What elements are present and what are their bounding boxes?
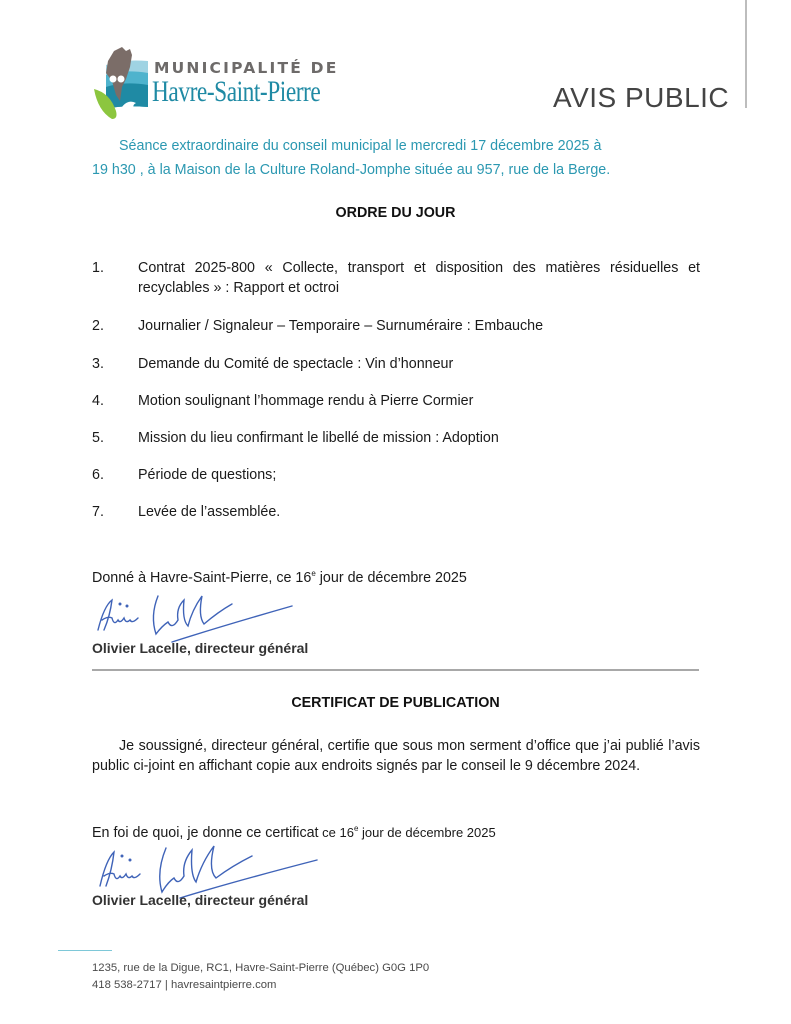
foi-mid: ce 16	[318, 825, 354, 840]
agenda-item-number: 1.	[92, 260, 104, 276]
agenda-item-number: 3.	[92, 356, 104, 372]
logo-municipality-label: MUNICIPALITÉ DE	[154, 59, 339, 77]
signatory-name-2: Olivier Lacelle, directeur général	[92, 892, 309, 908]
given-ordinal: e	[311, 569, 316, 579]
agenda-item-text: Levée de l’assemblée.	[138, 504, 281, 520]
certificate-title: CERTIFICAT DE PUBLICATION	[291, 695, 500, 711]
agenda-item-text: Période de questions;	[138, 467, 277, 483]
foi-ordinal: e	[353, 824, 359, 834]
given-suffix: jour de décembre 2025	[315, 570, 467, 586]
agenda-item	[92, 316, 700, 336]
agenda-item	[92, 428, 700, 448]
footer-contact	[92, 960, 429, 994]
agenda-item-number: 4.	[92, 393, 104, 409]
agenda-item-number: 2.	[92, 318, 104, 334]
foi-suffix: jour de décembre 2025	[358, 825, 496, 840]
footer-accent-rule	[58, 950, 112, 951]
meeting-intro	[92, 134, 700, 182]
municipality-logo	[92, 45, 347, 120]
agenda-item-number: 7.	[92, 504, 104, 520]
municipal-emblem-icon	[92, 45, 150, 120]
footer-phone-website: 418 538-2717 | havresaintpierre.com	[92, 979, 277, 991]
agenda-item-text: Motion soulignant l’hommage rendu à Pierre Cormier	[138, 393, 474, 409]
section-divider	[92, 669, 699, 671]
agenda-item-text: Demande du Comité de spectacle : Vin d’honneur	[138, 356, 454, 372]
logo-town-name: Havre-Saint-Pierre	[152, 75, 321, 108]
agenda-item	[92, 502, 700, 522]
certificate-text: Je soussigné, directeur général, certifie que sous mon serment d’office que j’ai publié l’avis public ci-joint en affichant copie aux endroits signés par le conseil le 9 décembre 2024.	[92, 738, 700, 774]
agenda-item-text: Contrat 2025-800 « Collecte, transport et disposition des matières résiduelles et recyclables » : Rapport et octroi	[138, 260, 700, 296]
agenda-item-text: Journalier / Signaleur – Temporaire – Surnuméraire : Embauche	[138, 318, 544, 334]
agenda-item	[92, 258, 700, 298]
intro-line-2: 19 h30 , à la Maison de la Culture Roland-Jomphe située au 957, rue de la Berge.	[92, 162, 611, 178]
foi-prefix: En foi de quoi, je donne ce certificat	[92, 825, 319, 841]
intro-line-1: Séance extraordinaire du conseil municipal le mercredi 17 décembre 2025 à	[119, 138, 602, 154]
document-type-title: AVIS PUBLIC	[553, 82, 730, 113]
agenda-list	[92, 258, 700, 522]
footer-address: 1235, rue de la Digue, RC1, Havre-Saint-Pierre (Québec) G0G 1P0	[92, 962, 430, 974]
certificate-body	[92, 736, 700, 776]
signature-1	[92, 586, 312, 646]
agenda-title: ORDRE DU JOUR	[335, 205, 456, 221]
agenda-item-number: 6.	[92, 467, 104, 483]
header-vertical-rule	[745, 0, 747, 108]
agenda-item	[92, 391, 700, 411]
agenda-item	[92, 354, 700, 374]
given-statement	[92, 570, 467, 586]
signatory-name-1: Olivier Lacelle, directeur général	[92, 640, 309, 656]
agenda-item-text: Mission du lieu confirmant le libellé de mission : Adoption	[138, 430, 499, 446]
agenda-item	[92, 465, 700, 485]
agenda-item-number: 5.	[92, 430, 104, 446]
given-prefix: Donné à Havre-Saint-Pierre, ce 16	[92, 570, 312, 586]
